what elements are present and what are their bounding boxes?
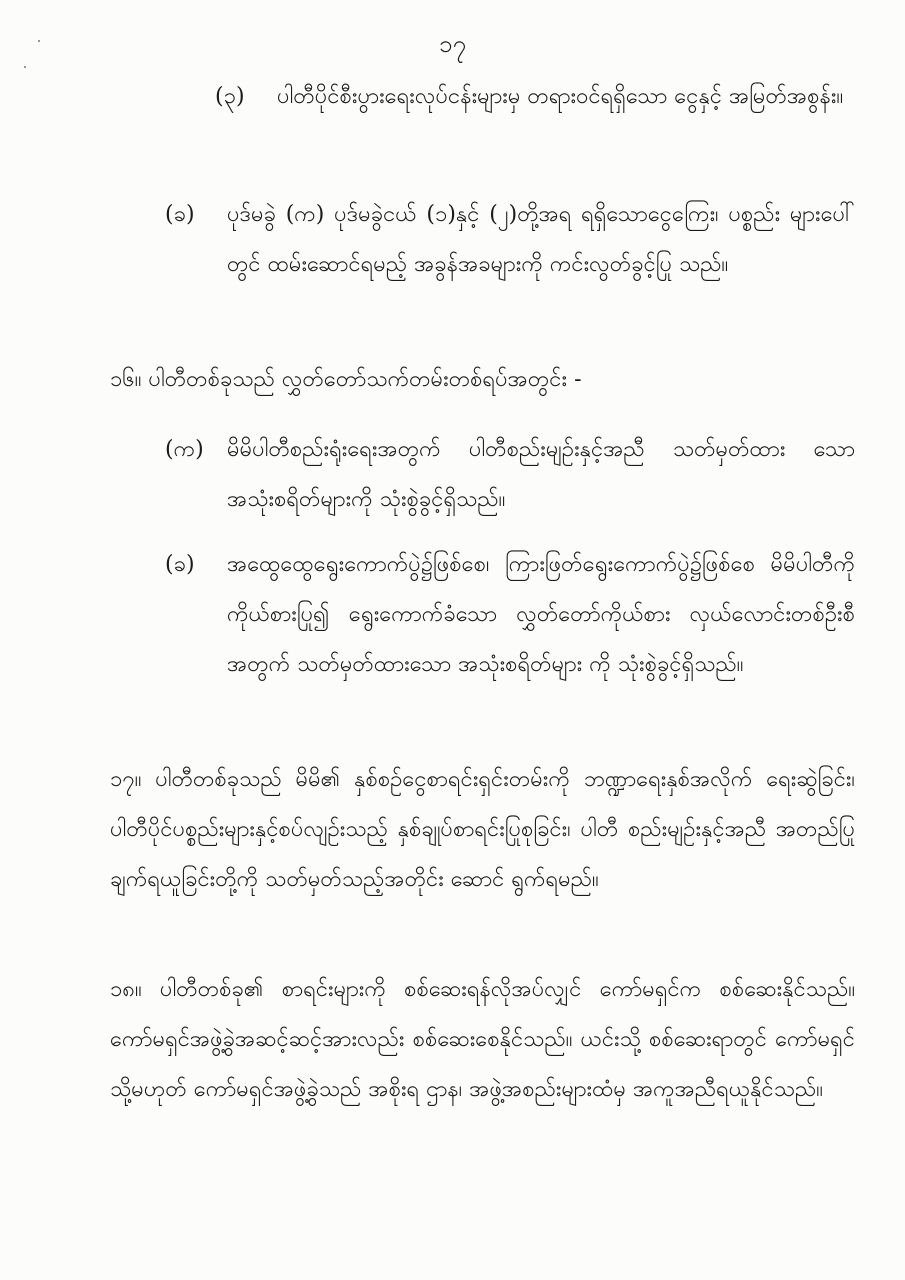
- item-label: (ခ): [165, 202, 195, 227]
- item-text: ပုဒ်မခွဲ (က) ပုဒ်မခွဲငယ် (၁)နှင့် (၂)တို့အရ ရရှိသောငွေကြေး၊ ပစ္စည်း များပေါ်တွင် ထမ်းဆောင်ရမည့် အခွန်အခများကို ကင်းလွတ်ခွင့်ပြု သည်။: [227, 202, 855, 277]
- list-item: [215, 72, 855, 122]
- section-16-heading: ၁၆။ ပါတီတစ်ခုသည် လွှတ်တော်သက်တမ်းတစ်ရပ်အတွင်း -: [110, 367, 582, 392]
- section-17-paragraph: ၁၇။ ပါတီတစ်ခုသည် မိမိ၏ နှစ်စဉ်ငွေစာရင်းရှင်းတမ်းကို ဘဏ္ဍာရေးနှစ်အလိုက် ရေးဆွဲခြင်း၊ ပါတီပိုင်ပစ္စည်းများနှင့်စပ်လျဉ်းသည့် နှစ်ချုပ်စာရင်းပြုစုခြင်း၊ ပါတီ စည်းမျဉ်းနှင့်အညီ အတည်ပြုချက်ရယူခြင်းတို့ကို သတ်မှတ်သည့်အတိုင်း ဆောင် ရွက်ရမည်။: [110, 767, 855, 892]
- item-label: (က): [165, 437, 204, 462]
- item-text: မိမိပါတီစည်းရုံးရေးအတွက် ပါတီစည်းမျဉ်းနှင့်အညီ သတ်မှတ်ထား သောအသုံးစရိတ်များကို သုံးစွဲခွင့်ရှိသည်။: [227, 437, 855, 512]
- scan-speck: [24, 66, 26, 68]
- list-item: [165, 425, 855, 525]
- item-label: (၃): [215, 84, 245, 109]
- list-item: [165, 190, 855, 290]
- item-label: (ခ): [165, 552, 195, 577]
- item-text: ပါတီပိုင်စီးပွားရေးလုပ်ငန်းများမှ တရားဝင်ရရှိသော ငွေနှင့် အမြတ်အစွန်း။: [277, 84, 844, 109]
- page-number: ၁၇: [439, 30, 466, 58]
- list-item: [165, 540, 855, 690]
- item-text: အထွေထွေရွေးကောက်ပွဲ၌ဖြစ်စေ၊ ကြားဖြတ်ရွေးကောက်ပွဲ၌ဖြစ်စေ မိမိပါတီကို ကိုယ်စားပြု၍ ရွေးကောက်ခံသော လွှတ်တော်ကိုယ်စား လှယ်လောင်းတစ်ဦးစီအတွက် သတ်မှတ်ထားသော အသုံးစရိတ်များ ကို သုံးစွဲခွင့်ရှိသည်။: [227, 552, 855, 677]
- section-18-paragraph: ၁၈။ ပါတီတစ်ခု၏ စာရင်းများကို စစ်ဆေးရန်လိုအပ်လျှင် ကော်မရှင်က စစ်ဆေးနိုင်သည်။ ကော်မရှင်အဖွဲ့ခွဲအဆင့်ဆင့်အားလည်း စစ်ဆေးစေနိုင်သည်။ ယင်းသို့ စစ်ဆေးရာတွင် ကော်မရှင် သို့မဟုတ် ကော်မရှင်အဖွဲ့ခွဲသည် အစိုးရ ဌာန၊ အဖွဲ့အစည်းများထံမှ အကူအညီရယူနိုင်သည်။: [110, 977, 855, 1102]
